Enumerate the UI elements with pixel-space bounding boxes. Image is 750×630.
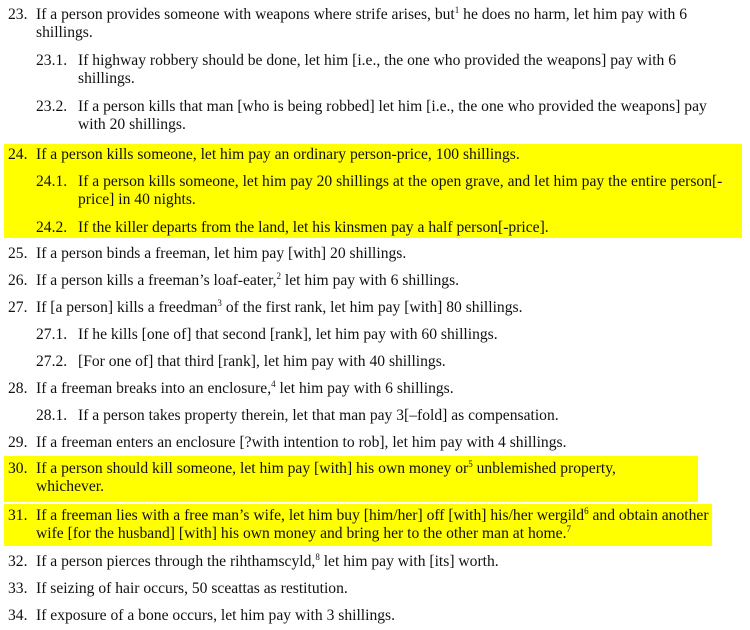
clause-number: 23.1. — [36, 52, 68, 69]
clause-number: 27.1. — [36, 326, 68, 343]
clause-text: If a person pierces through the rihthamscyld,$^8$ let him pay with [its] worth. — [36, 552, 499, 570]
clause-number: 34. — [8, 607, 28, 624]
clause-text: If a freeman lies with a free man’s wife, let him buy [him/her] off [with] his/her wergild$^6$ and obtain another wife [for the husband] [with] his own money and bring her to the other man at home.$^7$ — [36, 506, 709, 542]
clause-text: If a person should kill someone, let him pay [with] his own money $or^5$ unblemished property, whichever. — [36, 459, 616, 495]
clause-text: If a person provides someone with weapons where strife arises, but$^1$ he does no harm, let him pay with 6 shillings. — [36, 5, 688, 41]
clause-text: If the killer departs from the land, let his kinsmen pay a half person[-price]. — [78, 219, 549, 236]
clause-text: [For one of] that third [rank], let him pay with 40 shillings. — [78, 353, 446, 370]
clause-number: 28. — [8, 380, 28, 397]
clause-text: If a person kills a freeman’s loaf-eater,$^2$ let him pay with 6 shillings. — [36, 271, 460, 289]
footnote-marker: 3 — [217, 298, 222, 308]
footnote-marker: 1 — [454, 5, 460, 15]
clause-text: If a person kills someone, let him pay an ordinary person-price, 100 shillings. — [36, 146, 520, 163]
footnote-marker: 2 — [276, 271, 282, 281]
clause-text: If a freeman enters an enclosure [?with intention to rob], let him pay with 4 shillings. — [36, 434, 567, 451]
clause-text: If seizing of hair occurs, 50 sceattas as restitution. — [36, 580, 348, 597]
clause-number: 33. — [8, 580, 28, 597]
clause-text: If highway robbery should be done, let him [i.e., the one who provided the weapons] pay with 6 shillings. — [78, 52, 677, 87]
clause-number: 25. — [8, 245, 28, 262]
clause-number: 27.2. — [36, 353, 68, 370]
clause-number: 28.1. — [36, 407, 68, 424]
clause-number: 24. — [8, 146, 28, 163]
clause-number: 23. — [8, 6, 28, 23]
clause-number: 27. — [8, 299, 28, 316]
clause-number: 24.1. — [36, 173, 68, 190]
clause-text: If a person kills that man [who is being robbed] let him [i.e., the one who provided the weapons] pay with 20 shillings. — [78, 98, 707, 133]
clause-number: 30. — [8, 460, 28, 477]
clause-text: If a person kills someone, let him pay 20 shillings at the open grave, and let him pay the entire person[-price] in 40 nights. — [78, 173, 723, 208]
clause-number: 29. — [8, 434, 28, 451]
clause-text: If exposure of a bone occurs, let him pay with 3 shillings. — [36, 607, 396, 624]
clause-text: If a freeman breaks into an enclosure,$^4$ let him pay with 6 shillings. — [36, 379, 454, 397]
clause-number: 26. — [8, 272, 28, 289]
clause-text: If a person binds a freeman, let him pay [with] 20 shillings. — [36, 245, 407, 262]
footnote-marker: 7 — [566, 524, 571, 534]
clause-number: 23.2. — [36, 98, 68, 115]
clause-number: 24.2. — [36, 219, 68, 236]
clause-number: 32. — [8, 553, 28, 570]
clause-text: If [a person] kills a freedman$^3$ of the first rank, let him pay [with] 80 shillings. — [36, 298, 523, 316]
clause-number: 31. — [8, 507, 28, 524]
footnote-marker: 4 — [271, 379, 276, 389]
clause-text: If a person takes property therein, let that man pay 3[–fold] as compensation. — [78, 407, 559, 424]
footnote-marker: 6 — [584, 506, 589, 516]
footnote-marker: 5 — [468, 459, 473, 469]
clause-text: If he kills [one of] that second [rank], let him pay with 60 shillings. — [78, 326, 498, 343]
footnote-marker: 8 — [315, 552, 320, 562]
